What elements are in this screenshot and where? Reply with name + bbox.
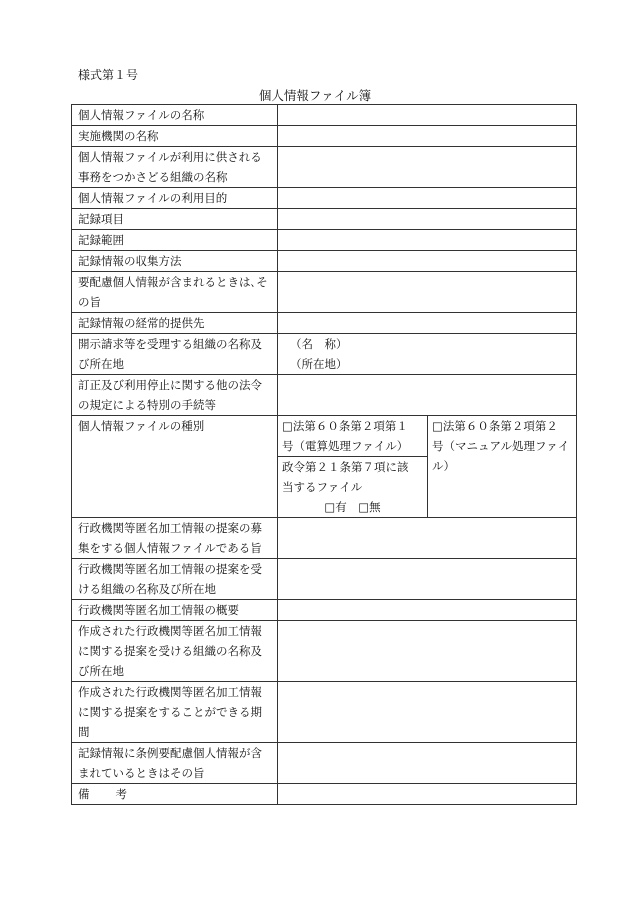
file-type-option-manual-line3: ル）: [432, 459, 455, 473]
value-collection[interactable]: [278, 251, 577, 272]
value-provision[interactable]: [278, 313, 577, 334]
label-correction: [72, 375, 278, 416]
file-type-option-electronic-line1: □法第６０条第２項第１: [282, 419, 408, 433]
file-type-option-manual[interactable]: [428, 416, 577, 517]
label-remarks-text: 備考: [78, 787, 153, 801]
file-type-option-manual-line2: 号（マニュアル処理ファイ: [432, 439, 570, 453]
value-ordinance-sensitive[interactable]: [278, 743, 577, 784]
label-ordinance-sensitive-line1: 記録情報に条例要配慮個人情報が含: [78, 746, 262, 760]
label-file-type: 個人情報ファイルの種別: [72, 416, 278, 518]
row-disclosure: [72, 334, 577, 375]
row-created-period: [72, 682, 577, 743]
personal-info-file-register-table: [71, 104, 577, 805]
file-type-yes-no-checkboxes[interactable]: □有 □無: [324, 500, 381, 514]
label-organization-line1: 個人情報ファイルが利用に供される: [78, 150, 262, 164]
value-file-name[interactable]: [278, 105, 577, 126]
disclosure-address-field[interactable]: （所在地）: [290, 357, 348, 371]
label-ordinance-sensitive-line2: まれているときはその旨: [78, 766, 205, 780]
label-created-org-line3: び所在地: [78, 664, 124, 678]
label-organization-line2: 事務をつかさどる組織の名称: [78, 170, 228, 184]
row-items: [72, 209, 577, 230]
form-number: 様式第１号: [78, 68, 139, 82]
label-agency-name: 実施機関の名称: [72, 126, 278, 147]
label-collection: 記録情報の収集方法: [72, 251, 278, 272]
value-sensitive[interactable]: [278, 272, 577, 313]
label-remarks: [72, 784, 278, 805]
row-sensitive: [72, 272, 577, 313]
label-created-period-line1: 作成された行政機関等匿名加工情報: [78, 685, 262, 699]
file-type-option-electronic-line2: 号（電算処理ファイル）: [282, 439, 409, 453]
file-type-option-electronic[interactable]: [278, 416, 428, 457]
label-anon-org-line1: 行政機関等匿名加工情報の提案を受: [78, 562, 262, 576]
label-anon-summary: 行政機関等匿名加工情報の概要: [72, 600, 278, 621]
row-purpose: [72, 188, 577, 209]
label-ordinance-sensitive: [72, 743, 278, 784]
label-anon-org: [72, 559, 278, 600]
label-anon-org-line2: ける組織の名称及び所在地: [78, 582, 216, 596]
file-type-options: [278, 416, 576, 517]
label-anon-offer-line2: 集をする個人情報ファイルである旨: [78, 541, 262, 555]
label-created-period-line2: に関する提案をすることができる期: [78, 705, 262, 719]
row-collection: [72, 251, 577, 272]
label-correction-line2: の規定による特別の手続等: [78, 398, 216, 412]
label-items: 記録項目: [72, 209, 278, 230]
label-organization: [72, 147, 278, 188]
file-type-ordinance-applicability: [278, 457, 428, 518]
value-created-period[interactable]: [278, 682, 577, 743]
label-created-org: [72, 621, 278, 682]
value-anon-offer[interactable]: [278, 518, 577, 559]
label-sensitive-line2: の旨: [78, 295, 101, 309]
row-file-name: [72, 105, 577, 126]
label-created-org-line2: に関する提案を受ける組織の名称及: [78, 644, 262, 658]
value-scope[interactable]: [278, 230, 577, 251]
row-provision: [72, 313, 577, 334]
label-created-org-line1: 作成された行政機関等匿名加工情報: [78, 624, 262, 638]
label-created-period-line3: 間: [78, 725, 90, 739]
value-created-org[interactable]: [278, 621, 577, 682]
row-anon-summary: [72, 600, 577, 621]
row-anon-offer: [72, 518, 577, 559]
document-title: 個人情報ファイル簿: [258, 88, 372, 103]
row-created-org: [72, 621, 577, 682]
value-agency-name[interactable]: [278, 126, 577, 147]
label-disclosure-line1: 開示請求等を受理する組織の名称及: [78, 337, 262, 351]
label-sensitive-line1: 要配慮個人情報が含まれるときは､そ: [78, 275, 268, 289]
value-anon-org[interactable]: [278, 559, 577, 600]
value-items[interactable]: [278, 209, 577, 230]
label-anon-offer-line1: 行政機関等匿名加工情報の提案の募: [78, 521, 262, 535]
file-type-ordinance-line1: 政令第２１条第７項に該: [282, 460, 409, 474]
value-correction[interactable]: [278, 375, 577, 416]
label-created-period: [72, 682, 278, 743]
row-correction: [72, 375, 577, 416]
label-purpose: 個人情報ファイルの利用目的: [72, 188, 278, 209]
label-sensitive: [72, 272, 278, 313]
value-disclosure[interactable]: [278, 334, 577, 375]
label-disclosure-line2: び所在地: [78, 357, 124, 371]
row-file-type: [72, 416, 577, 518]
row-agency-name: [72, 126, 577, 147]
value-remarks[interactable]: [278, 784, 577, 805]
value-purpose[interactable]: [278, 188, 577, 209]
value-organization[interactable]: [278, 147, 577, 188]
row-remarks: [72, 784, 577, 805]
value-anon-summary[interactable]: [278, 600, 577, 621]
value-file-type: [278, 416, 577, 518]
label-file-name: 個人情報ファイルの名称: [72, 105, 278, 126]
disclosure-name-field[interactable]: （名 称）: [290, 337, 348, 351]
row-organization: [72, 147, 577, 188]
label-scope: 記録範囲: [72, 230, 278, 251]
file-type-option-manual-line1: □法第６０条第２項第２: [432, 419, 558, 433]
row-anon-org: [72, 559, 577, 600]
label-correction-line1: 訂正及び利用停止に関する他の法令: [78, 378, 262, 392]
label-provision: 記録情報の経常的提供先: [72, 313, 278, 334]
row-ordinance-sensitive: [72, 743, 577, 784]
row-scope: [72, 230, 577, 251]
label-anon-offer: [72, 518, 278, 559]
label-disclosure: [72, 334, 278, 375]
file-type-ordinance-line2: 当するファイル: [282, 480, 363, 494]
